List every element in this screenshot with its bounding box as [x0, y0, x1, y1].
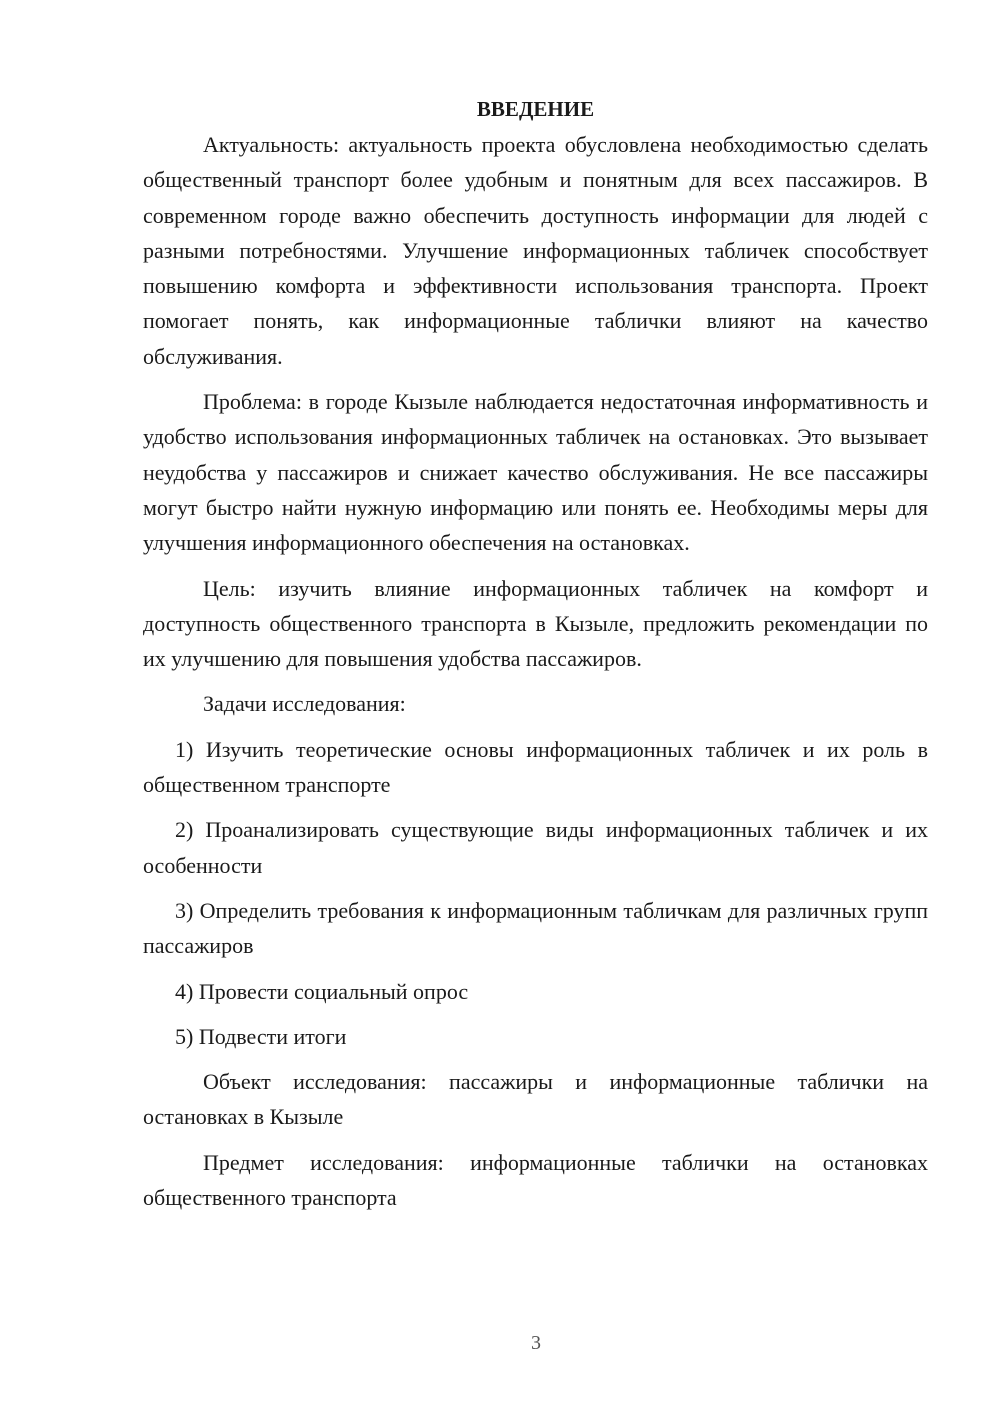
- task-item-1: 1) Изучить теоретические основы информационных табличек и их роль в общественном транспорте: [143, 736, 928, 798]
- paragraph-goal: Цель: изучить влияние информационных табличек на комфорт и доступность общественного транспорта в Кызыле, предложить рекомендации по их улучшению для повышения удобства пассажиров.: [143, 575, 928, 672]
- task-item-2: 2) Проанализировать существующие виды информационных табличек и их особенности: [143, 817, 928, 878]
- paragraph-relevance: Актуальность: актуальность проекта обусловлена необходимостью сделать общественный транспорт более удобным и понятным для всех пассажиров. В современном городе важно обеспечить доступность информации для людей с разными потребностями. Улучшение информационных табличек способствует повышению комфорта и эффективности использования транспорта. Проект помогает понять, как информационные таблички влияют на качество обслуживания.: [143, 132, 928, 369]
- document-page: [143, 92, 928, 1215]
- tasks-heading: Задачи исследования:: [203, 691, 406, 717]
- paragraph-subject: Предмет исследования: информационные таблички на остановках общественного транспорта: [143, 1149, 928, 1211]
- task-item-3: 3) Определить требования к информационным табличкам для различных групп пассажиров: [143, 897, 928, 959]
- section-heading: ВВЕДЕНИЕ: [476, 97, 595, 121]
- paragraph-problem: Проблема: в городе Кызыле наблюдается недостаточная информативность и удобство использования информационных табличек на остановках. Это вызывает неудобства у пассажиров и снижает качество обслуживания. Не все пассажиры могут быстро найти нужную информацию или понять ее. Необходимы меры для улучшения информационного обеспечения на остановках.: [143, 389, 928, 556]
- task-item-4: 4) Провести социальный опрос: [175, 978, 469, 1004]
- task-item-5: 5) Подвести итоги: [175, 1023, 347, 1049]
- paragraph-object: Объект исследования: пассажиры и информационные таблички на остановках в Кызыле: [143, 1069, 928, 1130]
- page-number: 3: [531, 1332, 541, 1354]
